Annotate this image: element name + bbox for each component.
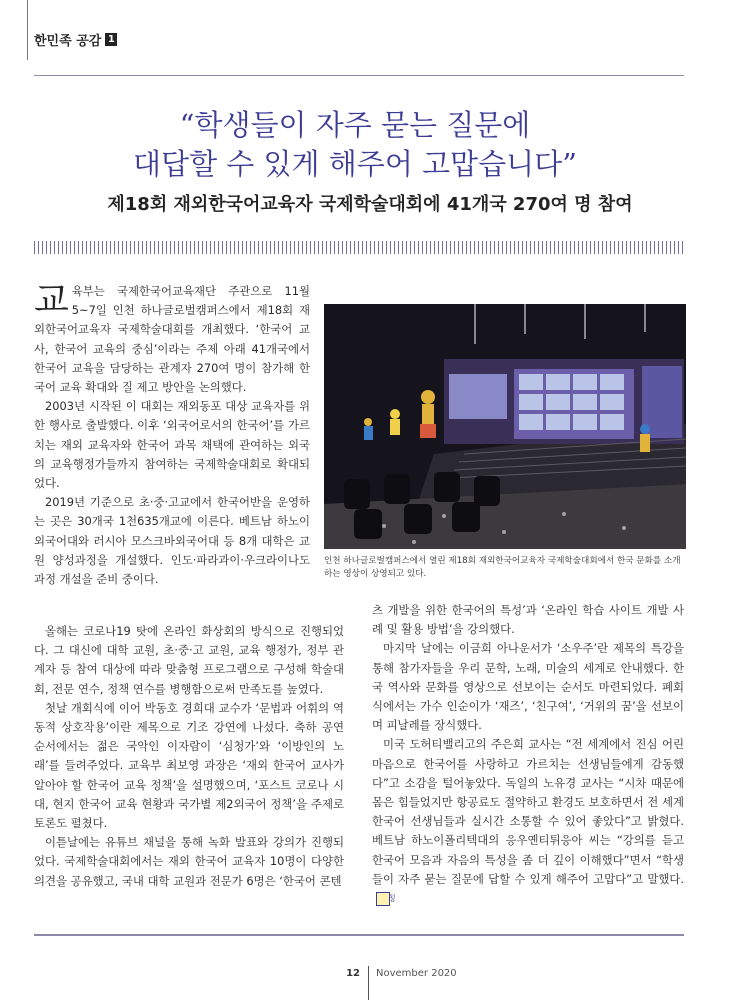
article-full-column-lower [34, 622, 344, 891]
margin-bar [27, 0, 28, 60]
headline-line-1: “학생들이 자주 묻는 질문에 [179, 108, 531, 142]
dropcap: 교 [34, 280, 69, 321]
event-photo [324, 304, 686, 549]
paragraph-text: 육부는 국제한국어교육재단 주관으로 11월 5~7일 인천 하나글로벌캠퍼스에서 제18회 재외한국어교육자 국제학술대회를 개최했다. ‘한국어 교사, 한국어 교육의 중심’이라는 주제 아래 41개국에서 한국어 교육을 담당하는 관계자 270여 명이 참가해 한국어 교육 확대와 질 제고 방안을 논의했다. [34, 284, 310, 395]
hatch-divider [34, 241, 684, 254]
bottom-rule [34, 934, 684, 936]
paragraph: 첫날 개회식에 이어 박동호 경희대 교수가 ‘문법과 어휘의 역동적 상호작용’이란 제목으로 기조 강연에 나섰다. 축하 공연 순서에서는 젊은 국악인 이자람이 ‘심청가’와 ‘이방인의 노래’를 들려주었다. 교육부 최보영 과장은 ‘재외 한국어 교사가 알아야 할 한국어 교육 정책’을 설명했으며, ‘포스트 코로나 시대, 현지 한국어 교육 현황과 국가별 제2외국어 정책’을 주제로 토론도 펼쳤다. [34, 700, 344, 831]
section-label: 한민족 공감 [34, 34, 102, 49]
section-tag [34, 30, 117, 49]
paragraph: 올해는 코로나19 탓에 온라인 화상회의 방식으로 진행되었다. 그 대신에 대학 교원, 초·중·고 교원, 교육 행정가, 정부 관계자 등 참여 대상에 따라 맞춤형 프로그램으로 구성해 학술대회, 전문 연수, 정책 연수를 병행함으로써 만족도를 높였다. [34, 624, 344, 696]
top-rule [34, 75, 684, 76]
issue-date: November 2020 [376, 968, 457, 979]
paragraph: 마지막 날에는 이금희 아나운서가 ‘소우주’란 제목의 특강을 통해 참가자들을 우리 문학, 노래, 미술의 세계로 안내했다. 한국 역사와 문화를 영상으로 선보이는 순서도 마련되었다. 폐회식에서는 가수 인순이가 ‘재즈’, ‘친구여’, ‘거위의 꿈’을 선보이며 피날레를 장식했다. [372, 641, 684, 733]
section-number: 1 [105, 33, 117, 46]
stage-illustration [324, 304, 686, 549]
article-left-column [34, 282, 310, 589]
paragraph [34, 493, 310, 589]
page-number: 12 [346, 968, 360, 979]
article-right-column [372, 601, 684, 908]
page-footer [0, 966, 740, 986]
subheadline: 제18회 재외한국어교육자 국제학술대회에 41개국 270여 명 참여 [107, 194, 633, 215]
end-mark-icon: 칭 [376, 892, 390, 906]
paragraph-text: 2019년 기준으로 초·중·고교에서 한국어반을 운영하는 곳은 30개국 1천635개교에 이른다. 베트남 하노이외국어대와 러시아 모스크바외국어대 등 8개 대학은 교원 양성과정을 개설했다. 인도·파라과이·우크라이나도 과정 개설을 준비 중이다. [34, 495, 310, 587]
footer-divider [368, 966, 369, 1000]
paragraph: 2003년 시작된 이 대회는 재외동포 대상 교육자를 위한 행사로 출발했다. 이후 ‘외국어로서의 한국어’를 가르치는 재외 교육자와 한국어 과목 채택에 관여하는 외국의 교육행정가들까지 참여하는 국제학술대회로 확대되었다. [34, 399, 310, 491]
headline-line-2: 대답할 수 있게 해주어 고맙습니다” [133, 147, 577, 181]
photo-caption: 인천 하나글로벌캠퍼스에서 열린 제18회 재외한국어교육자 국제학술대회에서 한국 문화를 소개하는 영상이 상영되고 있다. [324, 556, 681, 579]
paragraph: 츠 개발을 위한 한국어의 특성’과 ‘온라인 학습 사이트 개발 사례 및 활용 방법’을 강의했다. [372, 603, 684, 637]
paragraph [372, 735, 684, 908]
paragraph-text: 미국 도허티밸리고의 주은희 교사는 “전 세계에서 진심 어린 마음으로 한국어를 사랑하고 가르치는 선생님들에게 감동했다”고 소감을 털어놓았다. 독일의 노유경 교사는 “시차 때문에 몸은 힘들었지만 항공료도 절약하고 환경도 보호하면서 전 세계 한국어 선생님들과 실시간 소통할 수 있어 좋았다”고 밝혔다. 베트남 하노이폴리텍대의 응우옌티튀응아 씨는 “강의를 듣고 한국어 모음과 자음의 특성을 좀 더 깊이 이해했다”면서 “학생들이 자주 묻는 질문에 답할 수 있게 해주어 고맙다”고 말했다. [372, 737, 684, 886]
paragraph [34, 282, 310, 397]
paragraph: 이튿날에는 유튜브 채널을 통해 녹화 발표와 강의가 진행되었다. 국제학술대회에서는 재외 한국어 교육자 10명이 다양한 의견을 공유했고, 국내 대학 교원과 전문가 6명은 ‘한국어 콘텐 [34, 835, 344, 888]
